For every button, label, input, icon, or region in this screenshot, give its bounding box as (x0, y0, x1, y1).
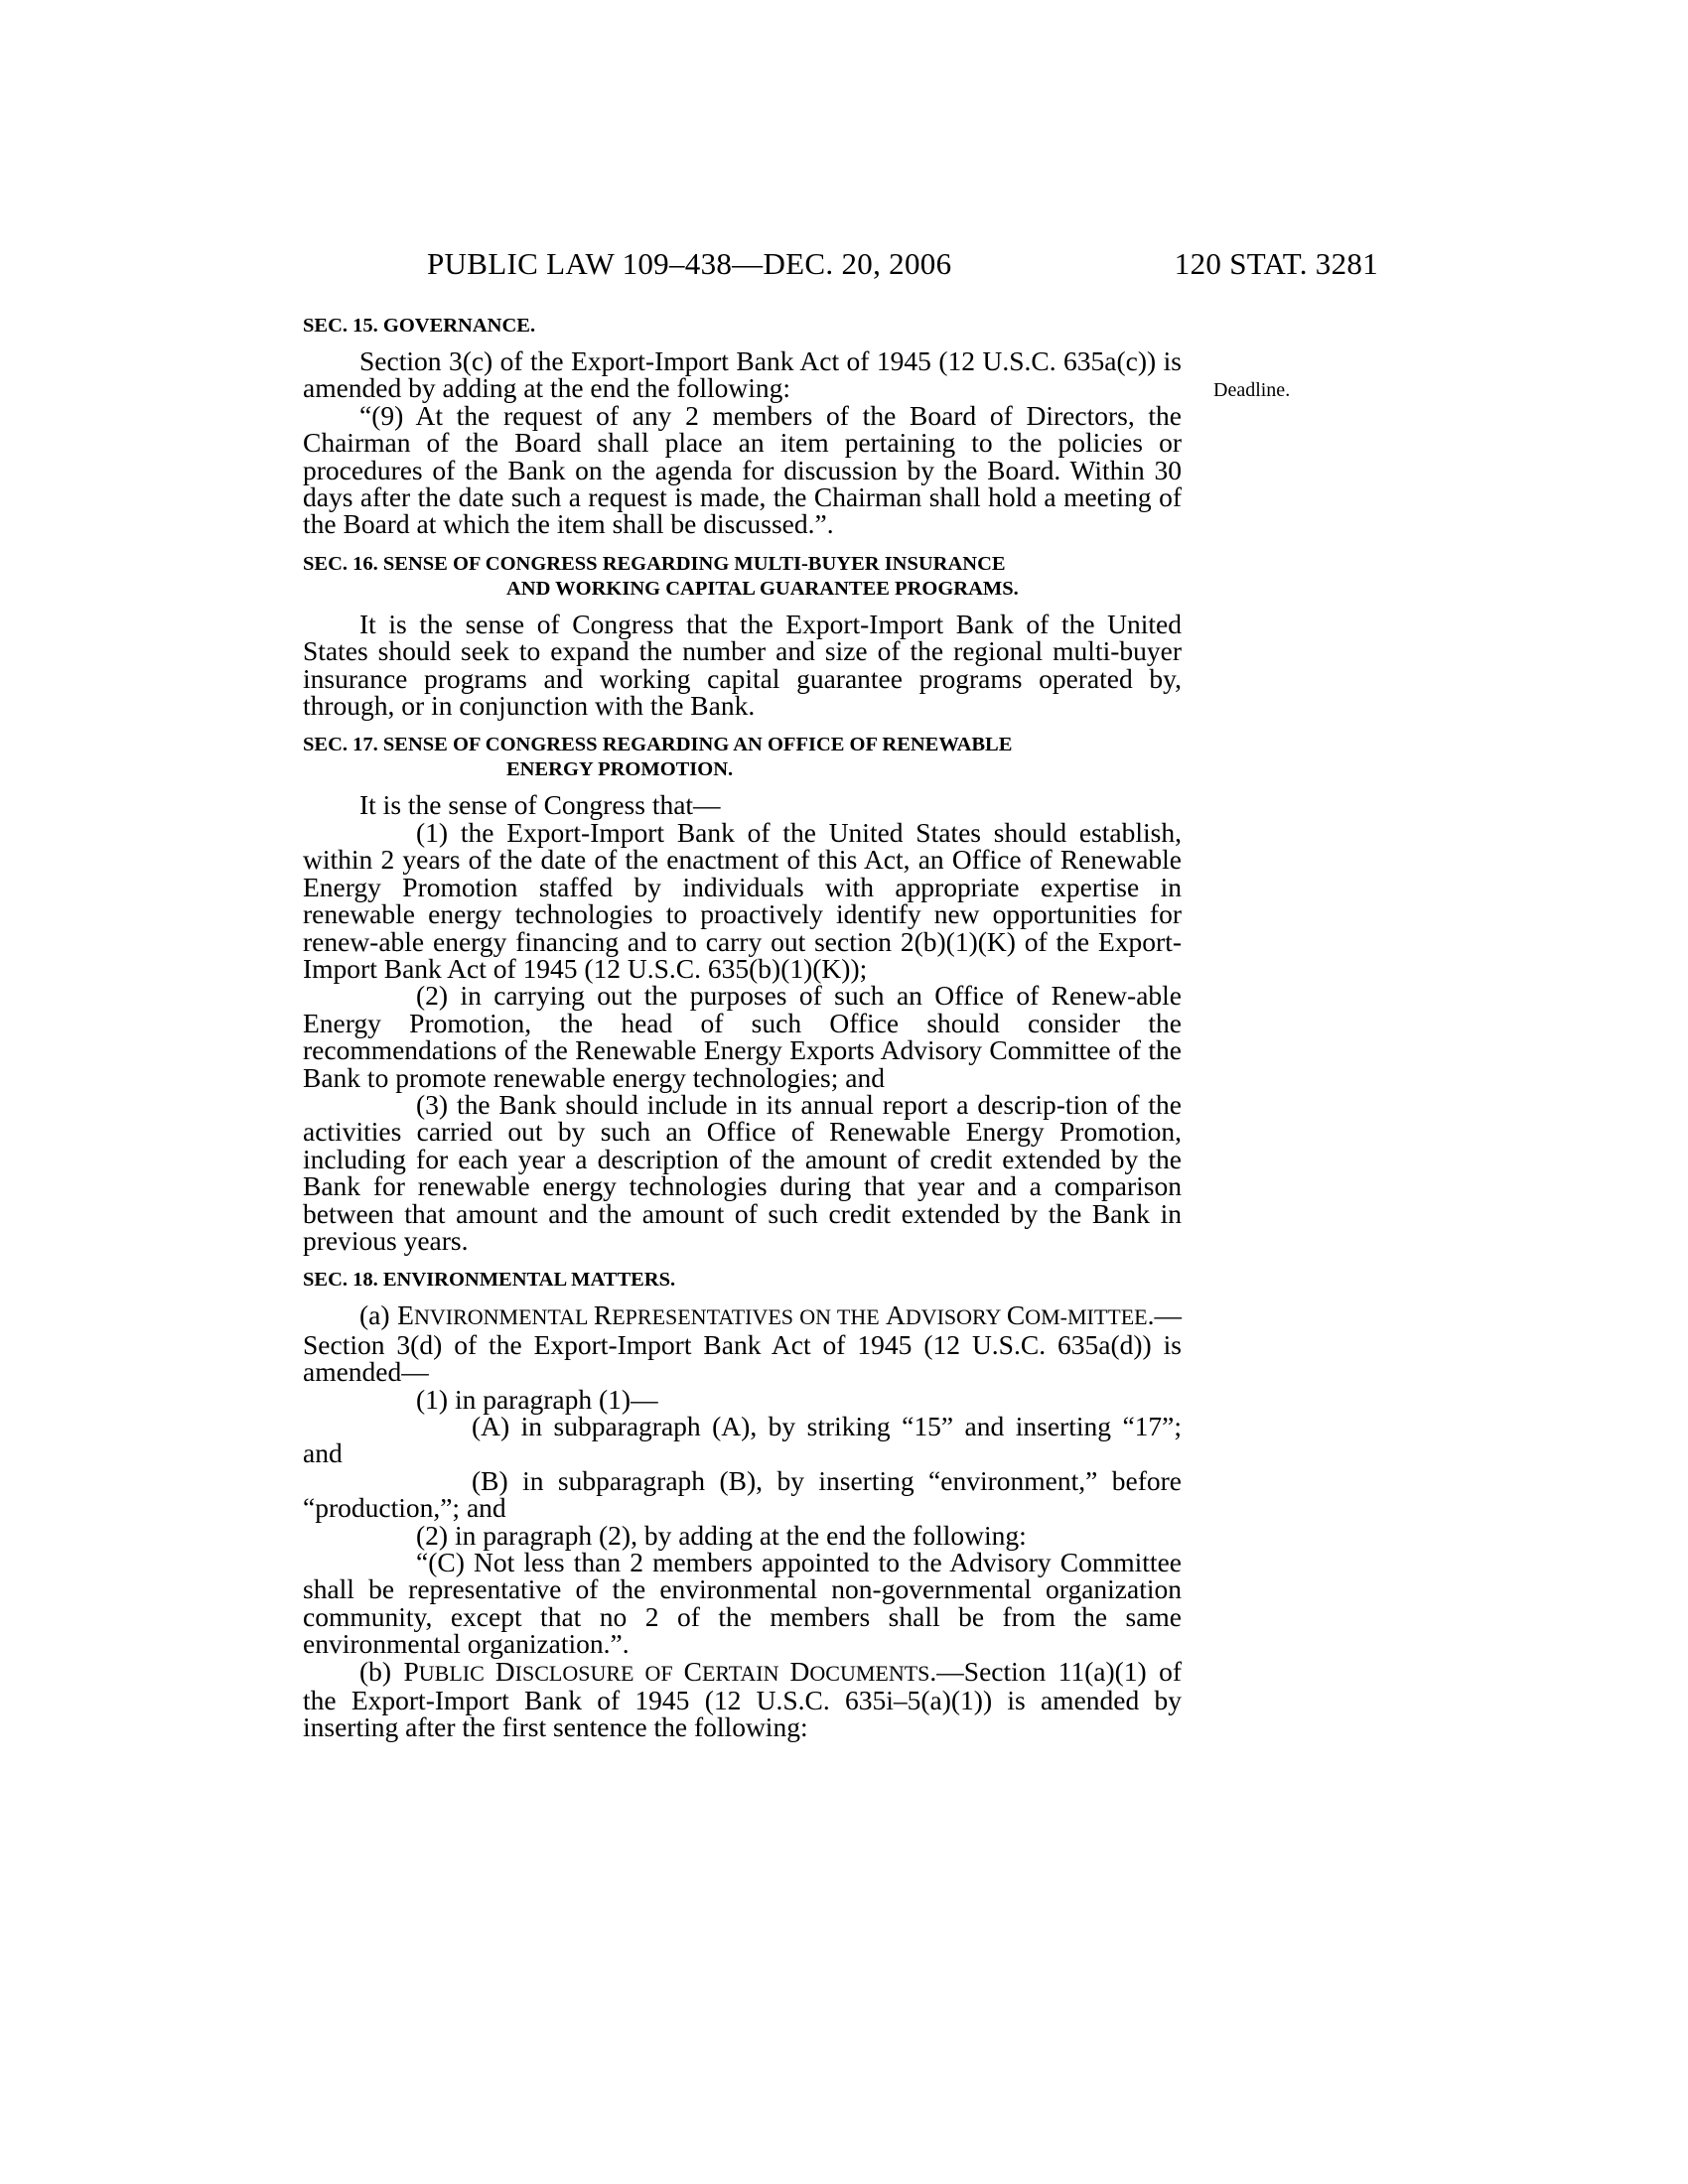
small-caps-cap: A (885, 1299, 906, 1331)
section-15-heading: SEC. 15. GOVERNANCE. (303, 315, 536, 337)
subsection-a-label: (a) (359, 1299, 390, 1331)
subsection-b-label: (b) (359, 1655, 392, 1687)
section-16-heading-line2: AND WORKING CAPITAL GUARANTEE PROGRAMS. (506, 577, 1019, 600)
small-caps-cap: C (683, 1655, 702, 1687)
header-stat-citation: 120 STAT. 3281 (1174, 246, 1378, 281)
small-caps-cap: R (593, 1299, 613, 1331)
small-caps-rest: ISCLOSURE OF (514, 1660, 684, 1686)
small-caps-cap: E (397, 1299, 414, 1331)
section-15-quoted-paragraph: “(9) At the request of any 2 members of the Board of Directors, the Chairman of the Board shall place an item pertaining to the policies or procedures of the Bank on the agenda for discussion by the Board. Within 30 days after the date such a request is made, the Chairman shall hold a meeting of the Board at which the item shall be discussed.”. (303, 399, 1182, 540)
running-header (303, 246, 1378, 286)
small-caps-rest: UBLIC (418, 1660, 495, 1686)
section-17-heading (303, 733, 1182, 782)
section-17-item-3: (3) the Bank should include in its annual report a descrip-tion of the activities carried out by such an Office of Renewable Energy Promotion, including for each year a description of the amount of credit extended by the Bank for renewable energy technologies during that year and a comparison between that amount and the amount of such credit extended by the Bank in previous years. (303, 1088, 1182, 1256)
section-18-a-paragraph-2: (2) in paragraph (2), by adding at the end the following: (416, 1519, 1027, 1551)
small-caps-rest: NVIRONMENTAL (413, 1304, 594, 1330)
section-17-intro: It is the sense of Congress that— (359, 789, 721, 821)
section-17-item-1: (1) the Export-Import Bank of the United States should establish, within 2 years of the date of the enactment of this Act, an Office of Renewable Energy Promotion staffed by individuals with appropriate expertise in renewable energy technologies to proactively identify new opportunities for renew-able energy financing and to carry out section 2(b)(1)(K) of the Export-Import Bank Act of 1945 (12 U.S.C. 635(b)(1)(K)); (303, 816, 1182, 984)
section-17-item-2: (2) in carrying out the purposes of such an Office of Renew-able Energy Promotion, the head of such Office should consider the recommendations of the Renewable Energy Exports Advisory Committee of the Bank to promote renewable energy technologies; and (303, 980, 1182, 1093)
section-17-heading-line1: SEC. 17. SENSE OF CONGRESS REGARDING AN OFFICE OF RENEWABLE (303, 734, 1013, 756)
section-16-heading-line1: SEC. 16. SENSE OF CONGRESS REGARDING MULTI-BUYER INSURANCE (303, 552, 1006, 575)
document-body (303, 314, 1182, 1741)
section-16-heading (303, 552, 1182, 602)
small-caps-rest: DVISORY (905, 1304, 1007, 1330)
section-18-heading: SEC. 18. ENVIRONMENTAL MATTERS. (303, 1269, 676, 1292)
margin-note-deadline: Deadline. (1213, 379, 1291, 401)
section-18-a-1-subparagraph-B: (B) in subparagraph (B), by inserting “environment,” before “production,”; and (303, 1464, 1182, 1524)
section-18-a-1-subparagraph-A: (A) in subparagraph (A), by striking “15” and inserting “17”; and (303, 1411, 1182, 1469)
small-caps-rest: OM-MITTEE (1025, 1304, 1148, 1330)
small-caps-cap: P (403, 1655, 419, 1687)
section-16-paragraph: It is the sense of Congress that the Export-Import Bank of the United States should seek to expand the number and size of the regional multi-buyer insurance programs and working capital guarantee programs operated by, through, or in conjunction with the Bank. (303, 608, 1182, 722)
small-caps-rest: EPRESENTATIVES ON THE (612, 1304, 886, 1330)
small-caps-rest: OCUMENTS (809, 1660, 930, 1686)
section-15-paragraph: Section 3(c) of the Export-Import Bank Act of 1945 (12 U.S.C. 635a(c)) is amended by adding at the end the following: (303, 345, 1182, 404)
subsection-a-text: .—Section 3(d) of the Export-Import Bank Act of 1945 (12 U.S.C. 635a(d)) is amended— (303, 1299, 1182, 1388)
section-18-a-2-quoted-C: “(C) Not less than 2 members appointed to the Advisory Committee shall be representative of the environmental non-governmental organization community, except that no 2 of the members shall be from the same environmental organization.”. (303, 1547, 1182, 1660)
section-17-heading-line2: ENERGY PROMOTION. (506, 758, 734, 781)
section-18-a-paragraph-1: (1) in paragraph (1)— (416, 1383, 658, 1415)
small-caps-cap: D (494, 1655, 515, 1687)
header-title: PUBLIC LAW 109–438—DEC. 20, 2006 (427, 246, 952, 281)
small-caps-cap: C (1006, 1299, 1026, 1331)
small-caps-rest: ERTAIN (701, 1660, 790, 1686)
section-18-subsection-b (303, 1655, 1183, 1743)
section-18-subsection-a (303, 1299, 1182, 1388)
subsection-b-text: .—Section 11(a)(1) of the Export-Import Bank of 1945 (12 U.S.C. 635i–5(a)(1)) is amended by inserting after the first sentence the following: (303, 1655, 1183, 1743)
small-caps-cap: D (789, 1655, 810, 1687)
